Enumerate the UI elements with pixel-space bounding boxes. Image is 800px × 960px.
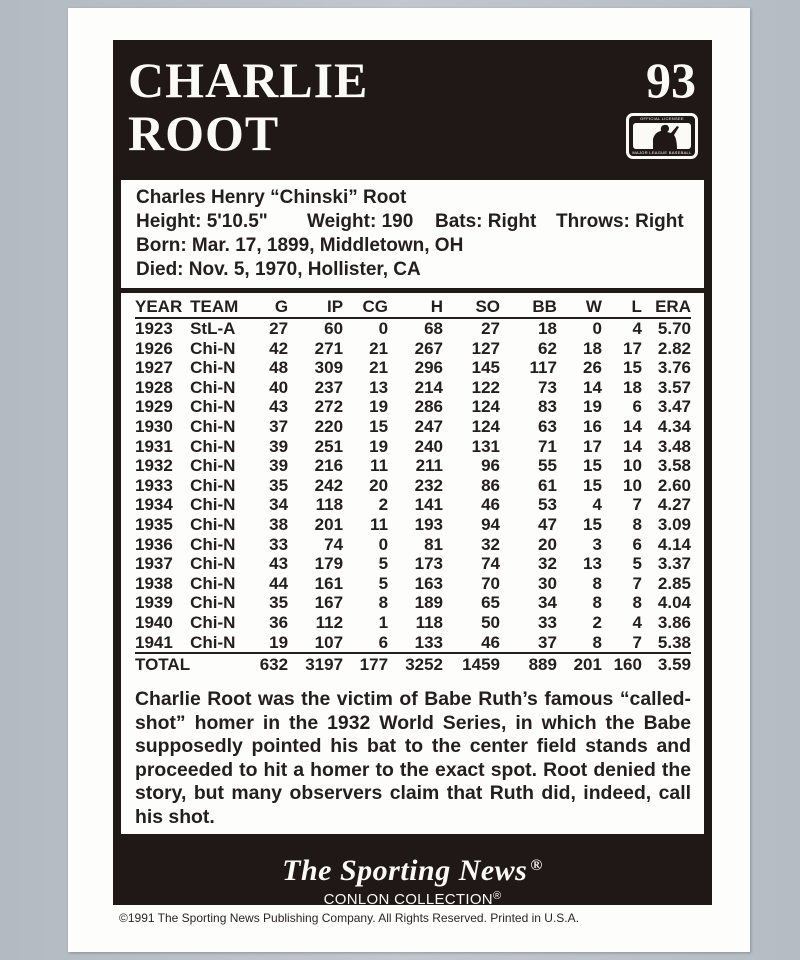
table-row — [135, 397, 691, 417]
stat-cell-team: Chi-N — [190, 475, 236, 495]
stat-cell-w: 8 — [592, 632, 602, 652]
stats-header-cg: CG — [343, 297, 388, 318]
stat-cell-era: 4.27 — [657, 495, 691, 515]
mlb-logo-icon — [626, 113, 698, 159]
stat-cell-bb: 30 — [538, 573, 557, 593]
stat-cell-w: 15 — [583, 475, 602, 495]
table-row — [135, 456, 691, 476]
stat-cell-cg: 19 — [369, 397, 389, 417]
logo-field — [633, 123, 691, 149]
stats-header-h: H — [388, 297, 443, 318]
stat-cell-so: 46 — [481, 495, 500, 515]
total-cell-ip: 3197 — [288, 653, 343, 675]
stat-cell-cg: 6 — [378, 632, 389, 652]
total-cell-so: 1459 — [443, 653, 500, 675]
stat-cell-cg: 5 — [378, 573, 389, 593]
stat-cell-g: 34 — [269, 495, 289, 515]
stats-header-l: L — [602, 297, 642, 318]
stat-cell-era: 4.04 — [657, 593, 691, 613]
stat-cell-g: 27 — [269, 319, 289, 338]
stat-cell-l: 5 — [632, 554, 642, 574]
stat-cell-so: 127 — [471, 338, 500, 358]
stat-cell-team: Chi-N — [190, 612, 236, 632]
table-row — [135, 574, 691, 594]
stat-cell-cg: 19 — [369, 436, 389, 456]
stat-cell-h: 118 — [415, 612, 444, 632]
brand-block — [113, 850, 712, 909]
stat-cell-era: 3.48 — [657, 436, 691, 456]
card-number: 93 — [646, 52, 696, 108]
stat-cell-team: Chi-N — [190, 534, 236, 554]
stat-cell-w: 2 — [592, 612, 602, 632]
stat-cell-h: 141 — [414, 495, 444, 515]
table-row — [135, 495, 691, 515]
stat-cell-h: 232 — [414, 475, 444, 495]
total-cell-h: 3252 — [388, 653, 443, 675]
stat-cell-bb: 55 — [538, 456, 557, 476]
stat-cell-bb: 71 — [538, 436, 557, 456]
stat-cell-year: 1937 — [135, 554, 173, 574]
stat-cell-team: Chi-N — [190, 436, 236, 456]
stat-cell-g: 40 — [269, 377, 289, 397]
stat-cell-l: 10 — [623, 475, 642, 495]
stats-box — [121, 293, 704, 834]
stat-cell-so: 145 — [471, 358, 500, 378]
stat-cell-era: 5.70 — [657, 319, 691, 338]
stat-cell-w: 0 — [592, 319, 602, 338]
stat-cell-era: 3.58 — [657, 456, 691, 476]
stats-header-g: G — [250, 297, 288, 318]
stat-cell-year: 1931 — [135, 436, 173, 456]
bio-full-name: Charles Henry “Chinski” Root — [136, 187, 407, 208]
stat-cell-year: 1929 — [135, 397, 173, 417]
stat-cell-g: 36 — [269, 612, 289, 632]
stat-cell-h: 240 — [414, 436, 444, 456]
stat-cell-cg: 11 — [370, 514, 389, 534]
copyright-line: ©1991 The Sporting News Publishing Company. All Rights Reserved. Printed in U.S.A. — [119, 911, 579, 925]
stat-cell-so: 86 — [481, 475, 500, 495]
stat-cell-year: 1933 — [135, 475, 173, 495]
stat-cell-year: 1928 — [135, 377, 173, 397]
stat-cell-ip: 272 — [314, 397, 344, 417]
total-cell-team — [190, 653, 250, 675]
stat-cell-l: 7 — [632, 632, 642, 652]
stat-cell-h: 189 — [414, 593, 444, 613]
stat-cell-ip: 201 — [314, 514, 344, 534]
baseball-card-back — [68, 8, 750, 952]
total-label: TOTAL — [135, 655, 191, 675]
stat-cell-bb: 47 — [538, 514, 557, 534]
stat-cell-ip: 216 — [314, 456, 344, 476]
stat-cell-team: Chi-N — [190, 377, 236, 397]
stat-cell-team: Chi-N — [190, 573, 236, 593]
stat-cell-l: 14 — [623, 436, 642, 456]
stat-cell-g: 48 — [269, 358, 289, 378]
stat-cell-era: 3.09 — [657, 514, 691, 534]
stat-cell-ip: 309 — [314, 358, 344, 378]
stat-cell-l: 10 — [623, 456, 642, 476]
stat-cell-l: 8 — [632, 593, 642, 613]
stat-cell-h: 163 — [414, 573, 444, 593]
dark-panel — [113, 40, 712, 908]
stat-cell-era: 5.38 — [657, 632, 691, 652]
stat-cell-w: 15 — [583, 456, 602, 476]
stat-cell-g: 44 — [269, 573, 289, 593]
stat-cell-w: 8 — [592, 593, 602, 613]
stat-cell-l: 17 — [623, 338, 642, 358]
stat-cell-so: 124 — [471, 397, 500, 417]
stat-cell-w: 16 — [583, 416, 602, 436]
stat-cell-h: 173 — [414, 554, 444, 574]
stat-cell-bb: 63 — [538, 416, 557, 436]
stat-cell-year: 1926 — [135, 338, 173, 358]
stat-cell-year: 1941 — [135, 632, 173, 652]
stat-cell-l: 15 — [623, 358, 642, 378]
stat-cell-year: 1938 — [135, 573, 173, 593]
stat-cell-team: Chi-N — [190, 456, 236, 476]
stat-cell-cg: 1 — [378, 612, 389, 632]
stat-cell-era: 3.57 — [657, 377, 691, 397]
stat-cell-bb: 61 — [538, 475, 557, 495]
stat-cell-so: 65 — [481, 593, 500, 613]
player-name — [128, 54, 368, 160]
stat-cell-h: 211 — [415, 456, 444, 476]
registered-mark: ® — [530, 857, 543, 874]
stat-cell-era: 3.86 — [657, 612, 691, 632]
stat-cell-cg: 5 — [378, 554, 389, 574]
stat-cell-so: 70 — [481, 573, 500, 593]
stat-cell-year: 1932 — [135, 456, 173, 476]
stats-header-bb: BB — [500, 297, 557, 318]
table-row — [135, 633, 691, 654]
stat-cell-ip: 251 — [314, 436, 344, 456]
stat-cell-era: 2.60 — [657, 475, 691, 495]
stat-cell-era: 2.82 — [657, 338, 691, 358]
stat-cell-bb: 53 — [538, 495, 557, 515]
player-first-name: CHARLIE — [128, 52, 369, 108]
stat-cell-era: 3.76 — [657, 358, 691, 378]
stat-cell-cg: 2 — [378, 495, 389, 515]
stats-header-ip: IP — [288, 297, 343, 318]
stat-cell-g: 19 — [269, 632, 289, 652]
totals-row — [135, 653, 691, 675]
stat-cell-bb: 62 — [538, 338, 557, 358]
stat-cell-l: 8 — [632, 514, 642, 534]
total-cell-era: 3.59 — [642, 653, 691, 675]
total-cell-g: 632 — [250, 653, 288, 675]
total-cell-l: 160 — [602, 653, 642, 675]
collection-text: CONLON COLLECTION — [323, 891, 493, 908]
player-bio — [121, 180, 704, 288]
stat-cell-era: 3.47 — [657, 397, 691, 417]
stat-cell-team: StL-A — [190, 319, 236, 338]
batter-silhouette-icon — [633, 123, 691, 149]
stat-cell-h: 214 — [414, 377, 444, 397]
stat-cell-l: 4 — [632, 319, 642, 338]
stat-cell-l: 14 — [623, 416, 642, 436]
stat-cell-bb: 32 — [538, 554, 557, 574]
stat-cell-year: 1935 — [135, 514, 173, 534]
stat-cell-g: 39 — [269, 436, 289, 456]
stat-cell-so: 94 — [481, 514, 500, 534]
stat-cell-cg: 21 — [369, 358, 389, 378]
stat-cell-h: 193 — [414, 514, 444, 534]
stat-cell-cg: 13 — [369, 377, 389, 397]
stat-cell-w: 15 — [583, 514, 602, 534]
stat-cell-year: 1940 — [135, 612, 173, 632]
stat-cell-g: 37 — [269, 416, 289, 436]
stat-cell-ip: 242 — [314, 475, 344, 495]
stat-cell-ip: 60 — [324, 319, 344, 338]
stats-header-team: TEAM — [190, 297, 250, 318]
stat-cell-so: 122 — [471, 377, 500, 397]
stat-cell-year: 1936 — [135, 534, 173, 554]
table-row — [135, 378, 691, 398]
stat-cell-team: Chi-N — [190, 416, 236, 436]
stats-header-era: ERA — [642, 297, 691, 318]
stat-cell-cg: 8 — [378, 593, 389, 613]
total-cell-w: 201 — [557, 653, 602, 675]
stat-cell-bb: 83 — [538, 397, 557, 417]
stat-cell-g: 33 — [269, 534, 289, 554]
stat-cell-ip: 167 — [314, 593, 344, 613]
stat-cell-ip: 237 — [314, 377, 344, 397]
wordmark-text: The Sporting News — [282, 854, 528, 887]
logo-top-text: OFFICIAL LICENSEE — [640, 116, 684, 121]
stat-cell-team: Chi-N — [190, 632, 236, 652]
stat-cell-g: 43 — [269, 554, 289, 574]
stat-cell-g: 35 — [269, 593, 289, 613]
stat-cell-so: 74 — [481, 554, 500, 574]
stat-cell-era: 3.37 — [657, 554, 691, 574]
stat-cell-year: 1927 — [135, 358, 173, 378]
bio-died: Died: Nov. 5, 1970, Hollister, CA — [136, 259, 421, 280]
player-description: Charlie Root was the victim of Babe Ruth’s famous “called-shot” homer in the 1932 World Series, in which the Babe supposedly pointed his bat to the center field stands and proceeded to hit a homer to the exact spot. Root denied the story, but many observers claim that Ruth did, indeed, call his shot. — [135, 688, 691, 828]
registered-mark: ® — [492, 890, 502, 902]
stat-cell-l: 4 — [632, 612, 642, 632]
stat-cell-w: 13 — [583, 554, 602, 574]
table-row — [135, 358, 691, 378]
stat-cell-bb: 37 — [538, 632, 557, 652]
stat-cell-l: 6 — [632, 397, 642, 417]
stats-header-row — [135, 297, 691, 318]
conlon-collection-label — [113, 887, 712, 909]
stat-cell-era: 2.85 — [657, 573, 691, 593]
stat-cell-bb: 33 — [538, 612, 557, 632]
logo-bottom-text: MAJOR LEAGUE BASEBALL — [632, 150, 692, 155]
stat-cell-so: 27 — [481, 319, 500, 338]
stat-cell-bb: 20 — [538, 534, 557, 554]
table-row — [135, 554, 691, 574]
stat-cell-l: 7 — [632, 573, 642, 593]
career-stats-table — [135, 297, 691, 675]
stat-cell-g: 39 — [269, 456, 289, 476]
table-row — [135, 593, 691, 613]
table-row — [135, 535, 691, 555]
total-cell-cg: 177 — [343, 653, 388, 675]
player-last-name: ROOT — [128, 105, 280, 161]
stat-cell-so: 124 — [471, 416, 500, 436]
stat-cell-g: 35 — [269, 475, 289, 495]
stat-cell-so: 32 — [481, 534, 500, 554]
stat-cell-era: 4.14 — [657, 534, 691, 554]
bio-physical — [136, 210, 704, 234]
stat-cell-g: 38 — [269, 514, 289, 534]
stat-cell-team: Chi-N — [190, 593, 236, 613]
total-cell-bb: 889 — [500, 653, 557, 675]
table-row — [135, 437, 691, 457]
stat-cell-l: 6 — [632, 534, 642, 554]
stat-cell-year: 1930 — [135, 416, 173, 436]
stat-cell-cg: 20 — [369, 475, 389, 495]
stat-cell-h: 247 — [414, 416, 444, 436]
stat-cell-cg: 0 — [378, 534, 389, 554]
stat-cell-ip: 107 — [314, 632, 344, 652]
stat-cell-w: 18 — [583, 338, 602, 358]
stat-cell-w: 4 — [592, 495, 602, 515]
stat-cell-w: 19 — [583, 397, 602, 417]
stat-cell-so: 131 — [471, 436, 500, 456]
stat-cell-h: 286 — [414, 397, 444, 417]
stats-header-year: YEAR — [135, 297, 190, 318]
stat-cell-bb: 117 — [529, 358, 557, 378]
stats-body — [135, 318, 691, 675]
stat-cell-l: 7 — [632, 495, 642, 515]
stat-cell-h: 81 — [424, 534, 444, 554]
table-row — [135, 613, 691, 633]
stat-cell-bb: 18 — [538, 319, 557, 338]
stat-cell-w: 8 — [592, 573, 602, 593]
stat-cell-w: 17 — [583, 436, 602, 456]
stat-cell-h: 133 — [414, 632, 444, 652]
stat-cell-year: 1934 — [135, 495, 173, 515]
stat-cell-h: 68 — [424, 319, 444, 338]
stat-cell-so: 46 — [481, 632, 500, 652]
stat-cell-h: 267 — [414, 338, 444, 358]
table-row — [135, 515, 691, 535]
stat-cell-ip: 179 — [314, 554, 344, 574]
table-row — [135, 318, 691, 339]
stat-cell-bb: 73 — [538, 377, 557, 397]
stat-cell-so: 50 — [481, 612, 500, 632]
stat-cell-bb: 34 — [538, 593, 557, 613]
stat-cell-w: 14 — [583, 377, 602, 397]
bio-weight: Weight: 190 — [307, 211, 414, 232]
stat-cell-w: 3 — [592, 534, 602, 554]
stat-cell-team: Chi-N — [190, 338, 236, 358]
stat-cell-team: Chi-N — [190, 495, 236, 515]
table-row — [135, 339, 691, 359]
stat-cell-era: 4.34 — [657, 416, 691, 436]
stat-cell-w: 26 — [583, 358, 602, 378]
bio-throws: Throws: Right — [556, 211, 684, 232]
sporting-news-wordmark — [113, 850, 712, 887]
stat-cell-cg: 11 — [370, 456, 389, 476]
stat-cell-ip: 161 — [314, 573, 344, 593]
stat-cell-ip: 220 — [314, 416, 344, 436]
stat-cell-ip: 118 — [315, 495, 344, 515]
bio-height: Height: 5'10.5" — [136, 211, 268, 232]
stat-cell-ip: 74 — [324, 534, 344, 554]
table-row — [135, 417, 691, 437]
stat-cell-cg: 0 — [378, 319, 389, 338]
stat-cell-ip: 112 — [315, 612, 344, 632]
table-row — [135, 476, 691, 496]
stat-cell-cg: 15 — [369, 416, 389, 436]
stat-cell-g: 42 — [269, 338, 289, 358]
stat-cell-so: 96 — [481, 456, 500, 476]
stat-cell-ip: 271 — [314, 338, 344, 358]
stat-cell-team: Chi-N — [190, 397, 236, 417]
stats-header-so: SO — [443, 297, 500, 318]
stat-cell-team: Chi-N — [190, 554, 236, 574]
stat-cell-l: 18 — [623, 377, 642, 397]
stat-cell-h: 296 — [414, 358, 444, 378]
stat-cell-team: Chi-N — [190, 514, 236, 534]
stat-cell-team: Chi-N — [190, 358, 236, 378]
bio-bats: Bats: Right — [435, 211, 537, 232]
stat-cell-year: 1923 — [135, 319, 173, 338]
bio-born: Born: Mar. 17, 1899, Middletown, OH — [136, 235, 464, 256]
stat-cell-year: 1939 — [135, 593, 173, 613]
stats-header-w: W — [557, 297, 602, 318]
stat-cell-cg: 21 — [369, 338, 389, 358]
stat-cell-g: 43 — [269, 397, 289, 417]
